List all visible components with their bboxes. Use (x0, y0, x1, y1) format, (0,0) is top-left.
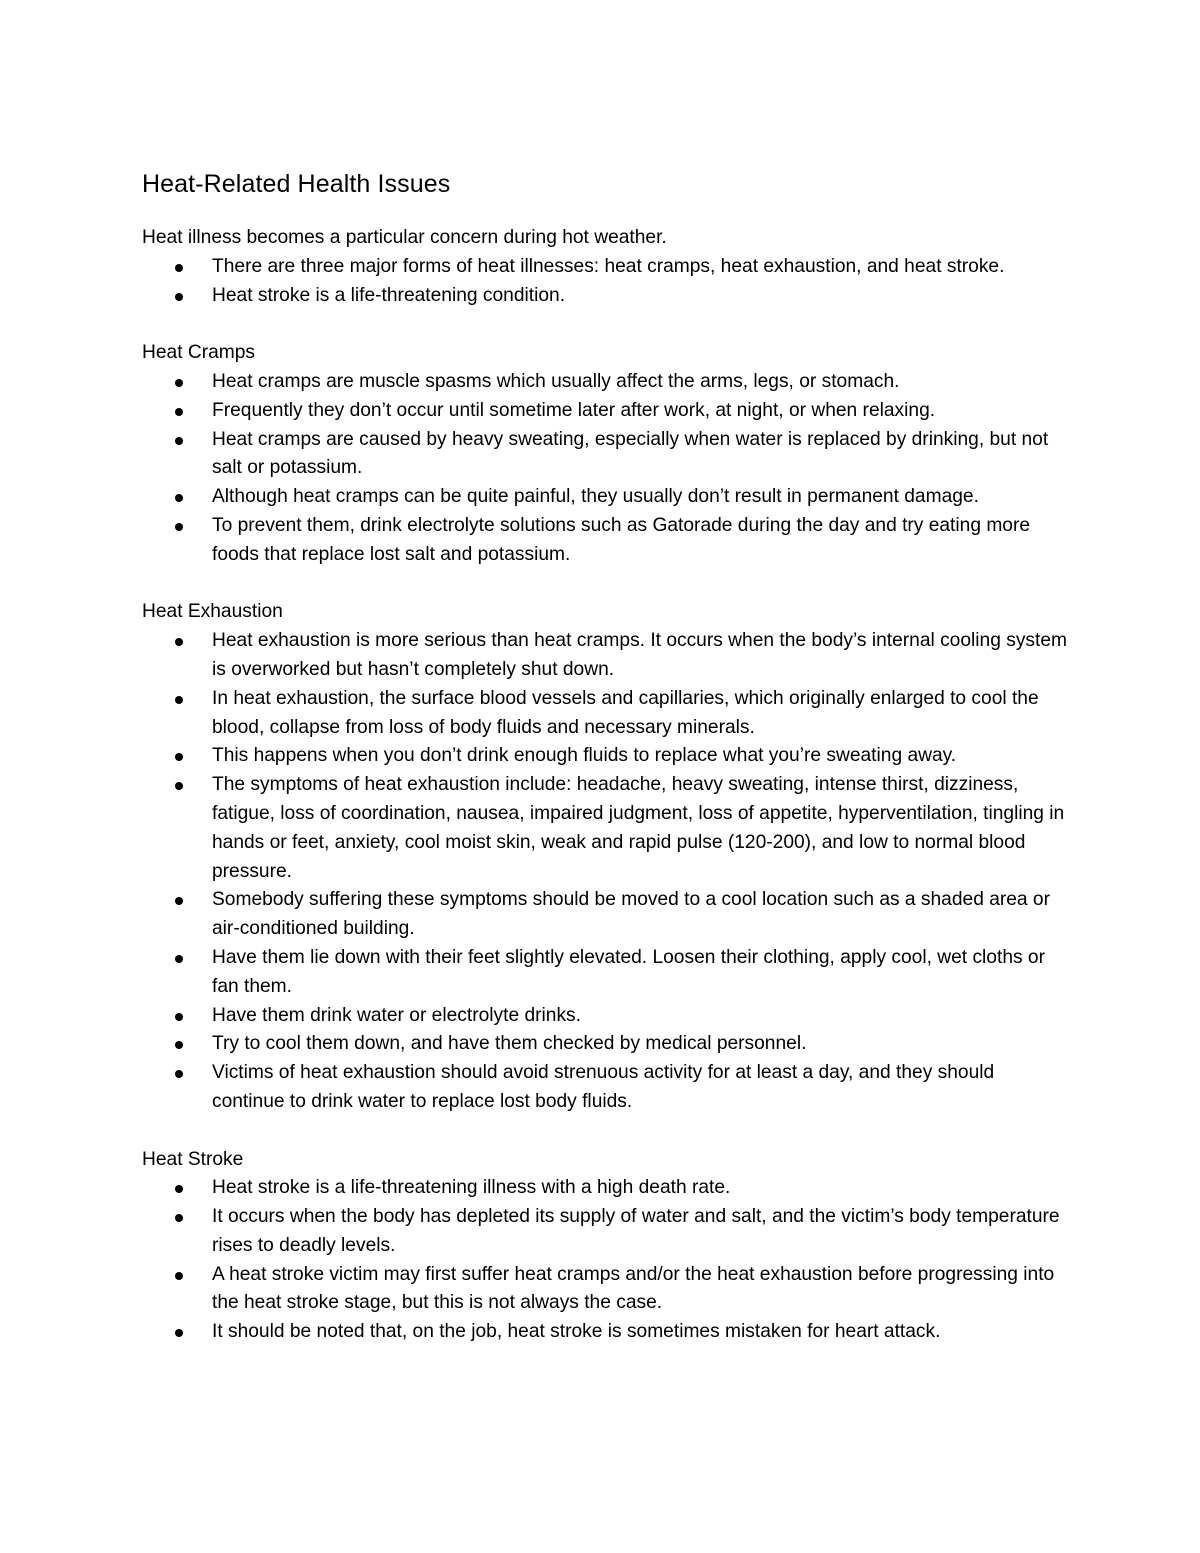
bullet-dot-icon (175, 782, 183, 790)
list-item (142, 1203, 1072, 1261)
list-item-text: Heat stroke is a life-threatening illness with a high death rate. (212, 1177, 731, 1199)
bullet-dot-icon (175, 293, 183, 301)
list-item (142, 1002, 1072, 1031)
bullet-dot-icon (175, 1329, 183, 1337)
list-item-text: Try to cool them down, and have them checked by medical personnel. (212, 1033, 807, 1055)
list-item-text: Heat exhaustion is more serious than heat cramps. It occurs when the body’s internal cooling system is overworked but hasn’t completely shut down. (212, 630, 1067, 680)
list-item (142, 886, 1072, 944)
section-heat-exhaustion (142, 598, 1072, 1116)
list-item-text: Heat cramps are muscle spasms which usually affect the arms, legs, or stomach. (212, 370, 900, 392)
list-item-text: Have them drink water or electrolyte drinks. (212, 1004, 581, 1026)
list-item-text: Heat stroke is a life-threatening condition. (212, 284, 566, 306)
list-item (142, 1030, 1072, 1059)
bullet-dot-icon (175, 897, 183, 905)
bullet-dot-icon (175, 264, 183, 272)
list-item-text: A heat stroke victim may first suffer heat cramps and/or the heat exhaustion before progressing into the heat stroke stage, but this is not always the case. (212, 1263, 1055, 1314)
bullet-dot-icon (175, 1214, 183, 1222)
list-item (142, 1059, 1072, 1117)
section-heading: Heat Cramps (142, 342, 256, 364)
bullet-dot-icon (175, 1013, 183, 1021)
list-item-text: Victims of heat exhaustion should avoid strenuous activity for at least a day, and they should continue to drink water to replace lost body fluids. (212, 1062, 995, 1112)
bullet-dot-icon (175, 1272, 183, 1280)
list-item-text: The symptoms of heat exhaustion include: headache, heavy sweating, intense thirst, dizziness, fatigue, loss of coordination, nausea, impaired judgment, loss of appetite, hyperventilation, tingling in hands or feet, anxiety, cool moist skin, weak and rapid pulse (120-200), and low to normal blood pressure. (212, 774, 1065, 882)
document-title: Heat-Related Health Issues (142, 170, 451, 198)
list-item (142, 397, 1072, 426)
list-item-text: Heat cramps are caused by heavy sweating, especially when water is replaced by drinking, but not salt or potassium. (212, 428, 1049, 479)
list-item (142, 483, 1072, 512)
intro-text: Heat illness becomes a particular concern during hot weather. (142, 227, 667, 248)
list-item-text: This happens when you don’t drink enough fluids to replace what you’re sweating away. (212, 745, 957, 767)
list-item (142, 1261, 1072, 1319)
list-item-text: Somebody suffering these symptoms should be moved to a cool location such as a shaded area or air-conditioned building. (212, 889, 1050, 940)
list-item-text: Have them lie down with their feet slightly elevated. Loosen their clothing, apply cool, wet cloths or fan them. (212, 946, 1045, 997)
bullet-dot-icon (175, 1041, 183, 1049)
bullet-list (142, 1174, 1072, 1347)
list-item (142, 512, 1072, 570)
document-page (142, 166, 1072, 1347)
bullet-dot-icon (175, 1070, 183, 1078)
section-heading: Heat Exhaustion (142, 601, 283, 623)
bullet-dot-icon (175, 753, 183, 761)
bullet-dot-icon (175, 955, 183, 963)
list-item (142, 944, 1072, 1002)
list-item-text: To prevent them, drink electrolyte solutions such as Gatorade during the day and try eating more foods that replace lost salt and potassium. (212, 514, 1031, 565)
list-item-text: In heat exhaustion, the surface blood vessels and capillaries, which originally enlarged to cool the blood, collapse from loss of body fluids and necessary minerals. (212, 687, 1039, 738)
list-item-text: Frequently they don’t occur until sometime later after work, at night, or when relaxing. (212, 399, 936, 421)
bullet-list (142, 627, 1072, 1117)
list-item-text: It occurs when the body has depleted its supply of water and salt, and the victim’s body temperature rises to deadly levels. (212, 1206, 1060, 1256)
list-item-text: There are three major forms of heat illnesses: heat cramps, heat exhaustion, and heat stroke. (212, 255, 1005, 277)
bullet-dot-icon (175, 638, 183, 646)
list-item-text: Although heat cramps can be quite painful, they usually don’t result in permanent damage. (212, 486, 979, 508)
list-item (142, 282, 1072, 311)
list-item (142, 1174, 1072, 1203)
section-heading: Heat Stroke (142, 1148, 244, 1170)
bullet-dot-icon (175, 494, 183, 502)
bullet-list (142, 368, 1072, 570)
bullet-dot-icon (175, 523, 183, 531)
list-item (142, 771, 1072, 886)
section-heat-stroke (142, 1146, 1072, 1348)
bullet-dot-icon (175, 408, 183, 416)
list-item (142, 253, 1072, 282)
bullet-dot-icon (175, 696, 183, 704)
bullet-dot-icon (175, 437, 183, 445)
intro-block (142, 224, 1072, 310)
list-item (142, 627, 1072, 685)
section-heat-cramps (142, 339, 1072, 569)
list-item (142, 742, 1072, 771)
list-item (142, 685, 1072, 743)
bullet-dot-icon (175, 1185, 183, 1193)
list-item (142, 426, 1072, 484)
list-item (142, 1318, 1072, 1347)
list-item-text: It should be noted that, on the job, heat stroke is sometimes mistaken for heart attack. (212, 1321, 941, 1343)
bullet-dot-icon (175, 379, 183, 387)
list-item (142, 368, 1072, 397)
intro-bullet-list (142, 253, 1072, 311)
